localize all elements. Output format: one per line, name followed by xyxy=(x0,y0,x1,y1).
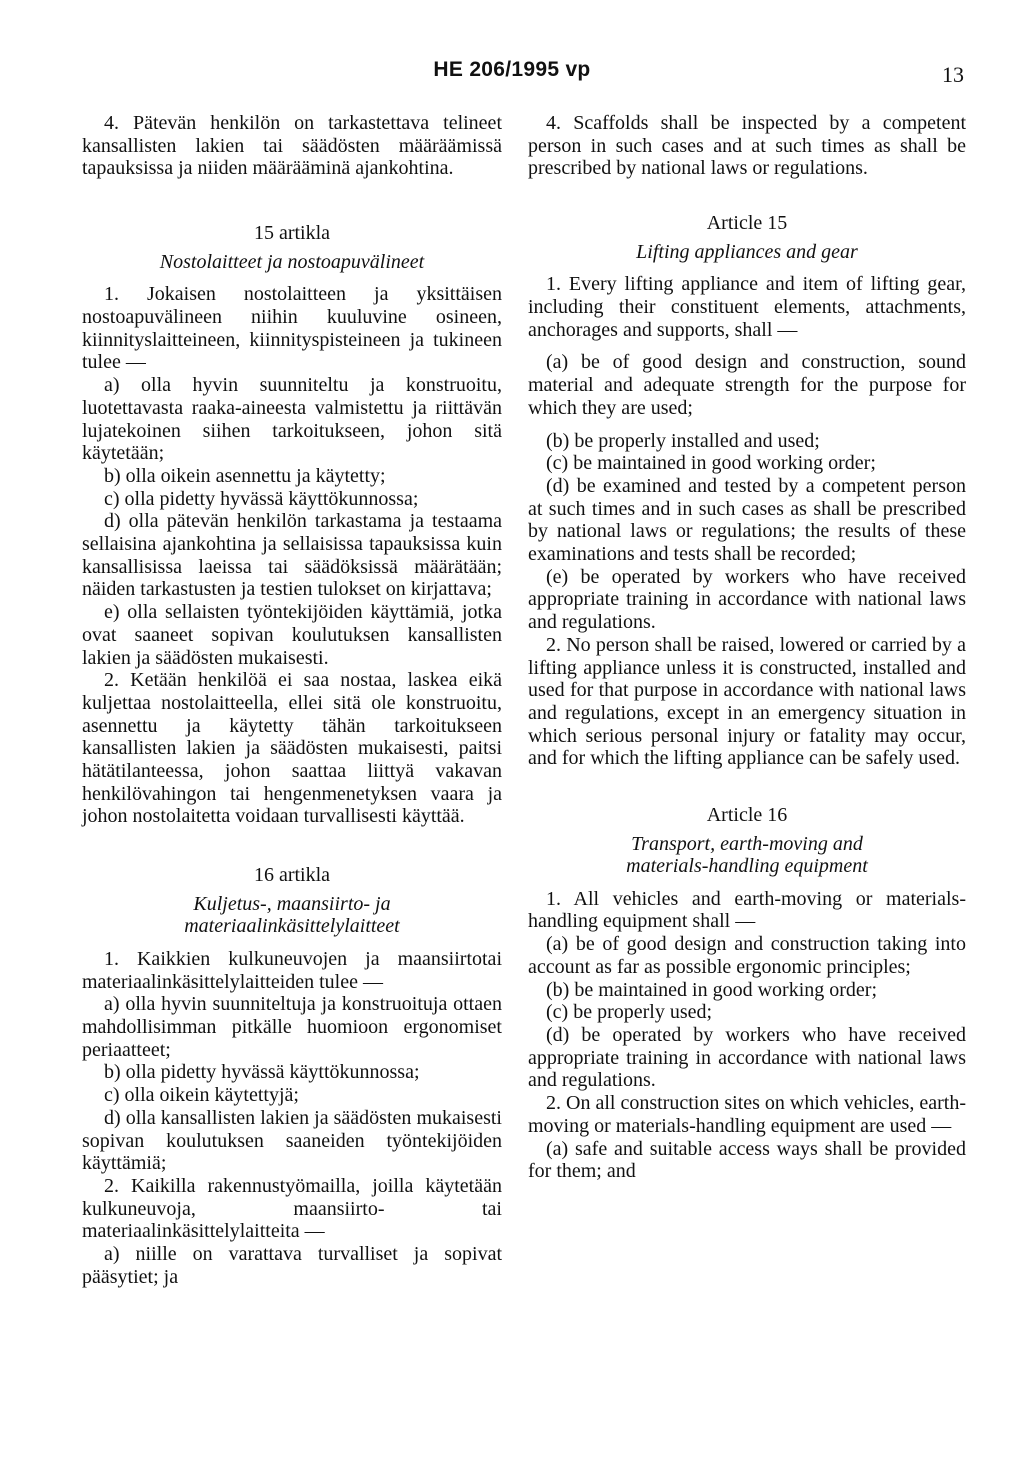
list-item: b) olla pidetty hyvässä käyttökunnossa; xyxy=(104,1061,420,1084)
article-number: 16 artikla xyxy=(253,864,331,887)
document-reference: HE 206/1995 vp xyxy=(433,58,591,81)
list-item: (a) be of good design and construction, sound material and adequate strength for the purpose for which they are used; xyxy=(528,351,966,419)
list-item: (a) be of good design and construction taking into account as far as possible ergonomic principles; xyxy=(528,933,966,978)
list-item: (b) be maintained in good working order; xyxy=(546,978,878,1001)
finnish-article-16-heading xyxy=(82,864,502,938)
list-item: b) olla oikein asennettu ja käytetty; xyxy=(104,464,386,487)
english-article-15-heading xyxy=(528,212,966,263)
list-item: a) niille on varattava turvalliset ja sopivat pääsytiet; ja xyxy=(82,1243,502,1288)
article-title: Nostolaitteet ja nostoapuvälineet xyxy=(159,250,425,273)
list-item: a) olla hyvin suunniteltuja ja konstruoituja ottaen mahdollisimman pitkälle huomioon ergonomiset periaatteet; xyxy=(82,993,502,1061)
paragraph: 2. No person shall be raised, lowered or carried by a lifting appliance unless it is constructed, installed and used for that purpose in accordance with national laws and regulations, except in an emergency situation in which serious personal injury or fatality may occur, and for which the lifting appliance can be safely used. xyxy=(528,633,966,770)
list-item: d) olla kansallisten lakien ja säädösten mukaisesti sopivan koulutuksen saaneiden työntekijöiden käyttämiä; xyxy=(82,1106,502,1175)
paragraph: 2. Ketään henkilöä ei saa nostaa, laskea eikä kuljettaa nostolaitteella, ellei sitä ole konstruoitu, asennettu ja käytetty tähän tarkoitukseen kansallisten lakien ja säädösten mukaisesti, paitsi hätätilanteessa, johon saattaa liittyä vakavan henkilövahingon tai hengenmenetyksen vaara ja johon nostolaitetta voidaan turvallisesti käyttää. xyxy=(82,669,502,828)
article-title: Kuljetus-, maansiirto- ja materiaalinkäsittelylaitteet xyxy=(184,892,400,938)
list-item: c) olla oikein käytettyjä; xyxy=(104,1084,299,1107)
finnish-article-15-heading xyxy=(82,222,502,273)
list-item: c) olla pidetty hyvässä käyttökunnossa; xyxy=(104,487,419,510)
paragraph: 2. Kaikilla rakennustyömailla, joilla käytetään kulkuneuvoja, maansiirto- tai materiaalinkäsittelylaitteita — xyxy=(82,1174,502,1243)
list-item: (c) be maintained in good working order; xyxy=(546,452,876,475)
article-title: Lifting appliances and gear xyxy=(636,240,858,263)
article-number: Article 15 xyxy=(706,212,788,235)
article-number: 15 artikla xyxy=(253,222,331,245)
english-paragraph-4: 4. Scaffolds shall be inspected by a competent person in such cases and at such times as shall be prescribed by national laws or regulations. xyxy=(528,112,966,180)
list-item: (e) be operated by workers who have received appropriate training in accordance with national laws and regulations. xyxy=(528,565,966,634)
paragraph: 1. Jokaisen nostolaitteen ja yksittäisen nostoapuvälineen niihin kuuluvine osineen, kiinnityslaitteineen, kiinnityspisteineen ja tukineen tulee — xyxy=(82,283,502,374)
list-item: (d) be examined and tested by a competent person at such times and in such cases as shall be prescribed by national laws or regulations; the results of these examinations and tests shall be recorded; xyxy=(528,474,966,566)
list-item: e) olla sellaisten työntekijöiden käyttämiä, jotka ovat saaneet sopivan koulutuksen kansallisten lakien ja säädösten mukaisesti. xyxy=(82,601,502,669)
list-item: (d) be operated by workers who have received appropriate training in accordance with national laws and regulations. xyxy=(528,1024,966,1092)
paragraph: 2. On all construction sites on which vehicles, earth-moving or materials-handling equipment are used — xyxy=(528,1092,966,1137)
page-header xyxy=(0,58,1024,88)
paragraph: 1. All vehicles and earth-moving or materials-handling equipment shall — xyxy=(528,887,966,933)
finnish-paragraph-4: 4. Pätevän henkilön on tarkastettava telineet kansallisten lakien tai säädösten määräämissä tapauksissa ja niiden määrääminä ajankohtina. xyxy=(82,112,502,180)
paragraph: 1. Kaikkien kulkuneuvojen ja maansiirtotai materiaalinkäsittelylaitteiden tulee — xyxy=(82,947,502,993)
page-number: 13 xyxy=(942,62,964,87)
list-item: a) olla hyvin suunniteltu ja konstruoitu, luotettavasta raaka-aineesta valmistettu ja riittävän lujatekoinen siihen tarkoitukseen, johon sitä käytetään; xyxy=(82,374,502,465)
english-article-16-heading xyxy=(528,804,966,878)
finnish-column xyxy=(82,112,502,1288)
english-column xyxy=(528,112,966,1183)
list-item: (b) be properly installed and used; xyxy=(546,429,820,452)
list-item: d) olla pätevän henkilön tarkastama ja testaama sellaisina ajankohtina ja sellaisissa tapauksissa kuin kansallisissa laeissa tai säädöksissä määrätään; näiden tarkastusten ja testien tulokset on kirjattava; xyxy=(82,510,502,601)
paragraph: 1. Every lifting appliance and item of lifting gear, including their constituent elements, attachments, anchorages and supports, shall — xyxy=(528,273,966,341)
list-item: (a) safe and suitable access ways shall be provided for them; and xyxy=(528,1137,966,1183)
list-item: (c) be properly used; xyxy=(546,1001,713,1024)
article-title: Transport, earth-moving and materials-handling equipment xyxy=(626,832,868,878)
article-number: Article 16 xyxy=(706,804,788,827)
